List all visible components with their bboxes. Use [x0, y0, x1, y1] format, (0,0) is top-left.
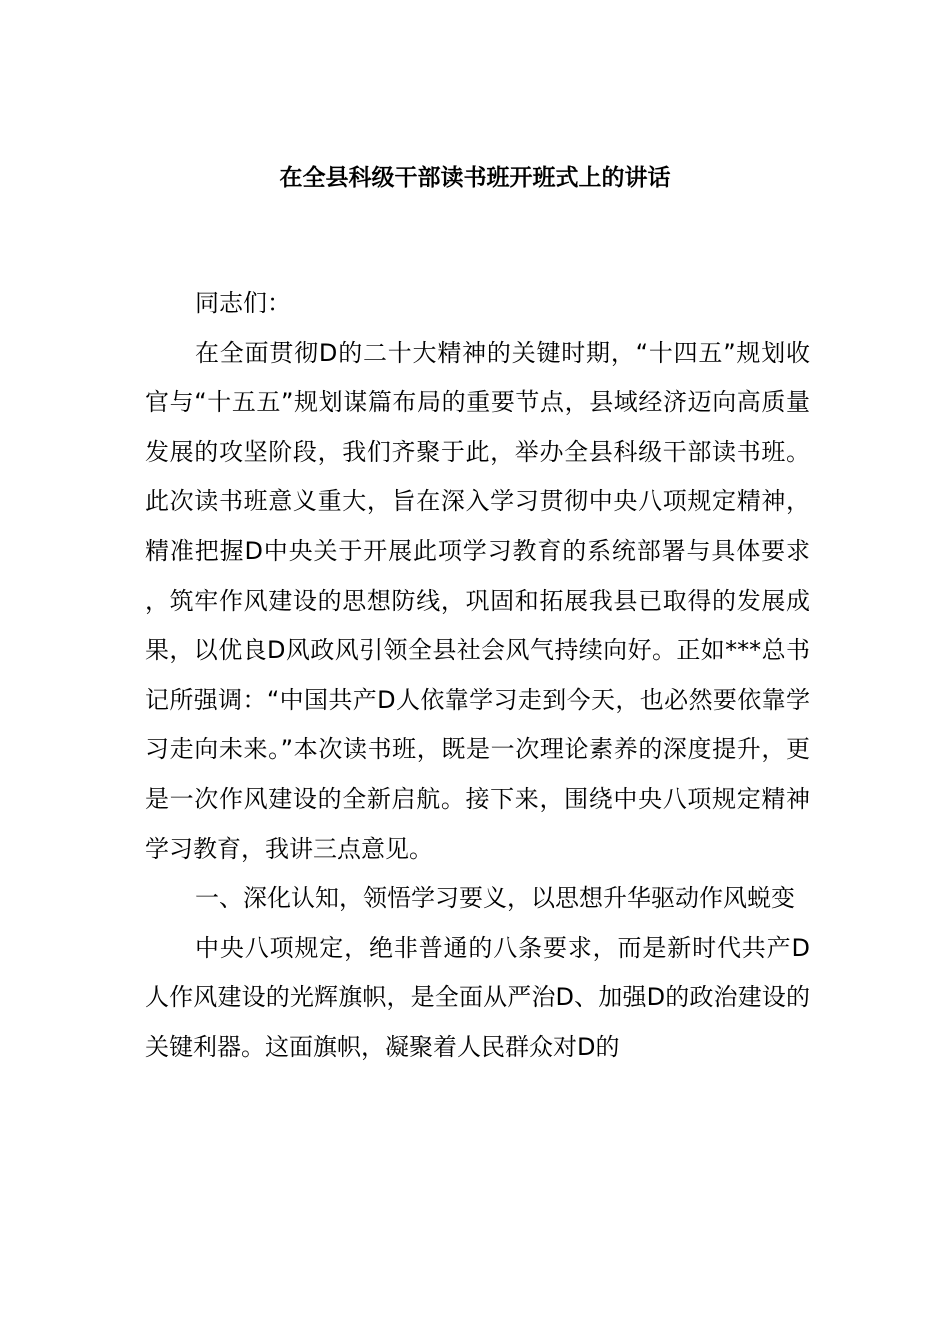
- document-body: [145, 279, 810, 1073]
- salutation: 同志们：: [195, 289, 291, 317]
- paragraph-section-1: 中央八项规定，绝非普通的八条要求，而是新时代共产D人作风建设的光辉旗帜，是全面从严治D、加强D的政治建设的关键利器。这面旗帜，凝聚着人民群众对D的: [145, 933, 810, 1061]
- section-heading-1: 一、深化认知，领悟学习要义，以思想升华驱动作风蜕变: [195, 884, 795, 913]
- paragraph-intro: 在全面贯彻D的二十大精神的关键时期，“十四五”规划收官与“十五五”规划谋篇布局的重要节点，县域经济迈向高质量发展的攻坚阶段，我们齐聚于此，举办全县科级干部读书班。此次读书班意义重大，旨在深入学习贯彻中央八项规定精神，精准把握D中央关于开展此项学习教育的系统部署与具体要求，筑牢作风建设的思想防线，巩固和拓展我县已取得的发展成果，以优良D风政风引领全县社会风气持续向好。正如***总书记所强调：“中国共产D人依靠学习走到今天，也必然要依靠学习走向未来。”本次读书班，既是一次理论素养的深度提升，更是一次作风建设的全新启航。接下来，围绕中央八项规定精神学习教育，我讲三点意见。: [145, 338, 810, 863]
- document-title: 在全县科级干部读书班开班式上的讲话: [279, 165, 671, 191]
